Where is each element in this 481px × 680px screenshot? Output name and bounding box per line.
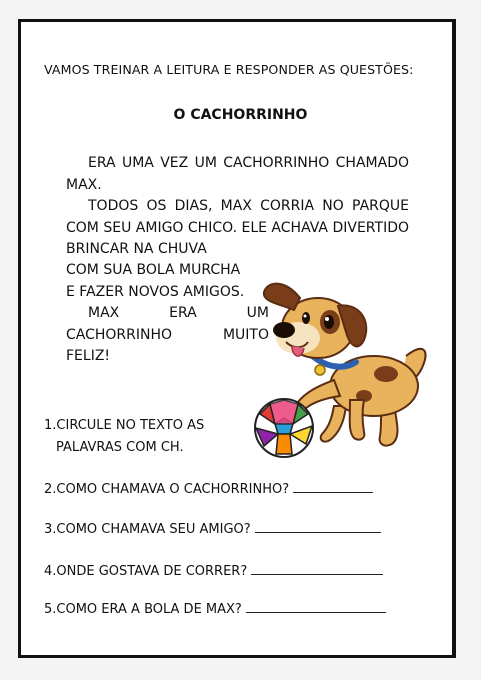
question-number: 1. [44, 418, 57, 433]
question-text: CIRCULE NO TEXTO AS [56, 418, 205, 433]
puppy-with-ball-illustration [246, 276, 442, 466]
question-text: COMO CHAMAVA O CACHORRINHO? [56, 482, 290, 497]
story-paragraph-2: TODOS OS DIAS, MAX CORRIA NO PARQUE COM SEU AMIGO CHICO. ELE ACHAVA DIVERTIDO BRINCAR NA CHUVA [66, 198, 409, 257]
answer-line[interactable] [255, 522, 381, 533]
question-number: 3. [44, 522, 57, 537]
question-text: COMO ERA A BOLA DE MAX? [56, 602, 242, 617]
question-4 [44, 564, 383, 579]
question-2 [44, 482, 373, 497]
story-paragraph-1: ERA UMA VEZ UM CACHORRINHO CHAMADO MAX. [66, 155, 409, 193]
question-number: 2. [44, 482, 57, 497]
story-title: O CACHORRINHO [173, 107, 308, 123]
question-5 [44, 602, 386, 617]
soccer-ball-illustration [255, 399, 313, 457]
question-number: 5. [44, 602, 57, 617]
question-text-continued: PALAVRAS COM CH. [56, 440, 184, 455]
question-number: 4. [44, 564, 57, 579]
story-paragraph-4: MAX ERA UM CACHORRINHO MUITO FELIZ! [66, 305, 269, 364]
answer-line[interactable] [293, 482, 373, 493]
story-line-bola: COM SUA BOLA MURCHA [66, 262, 241, 278]
question-3 [44, 522, 381, 537]
question-1 [44, 415, 204, 459]
question-text: COMO CHAMAVA SEU AMIGO? [56, 522, 251, 537]
instructions-heading: VAMOS TREINAR A LEITURA E RESPONDER AS QUESTÕES: [44, 62, 414, 77]
story-paragraph-3 [66, 260, 269, 303]
answer-line[interactable] [246, 602, 386, 613]
answer-line[interactable] [251, 564, 383, 575]
question-text: ONDE GOSTAVA DE CORRER? [56, 564, 248, 579]
story-line-amigos: E FAZER NOVOS AMIGOS. [66, 283, 245, 300]
